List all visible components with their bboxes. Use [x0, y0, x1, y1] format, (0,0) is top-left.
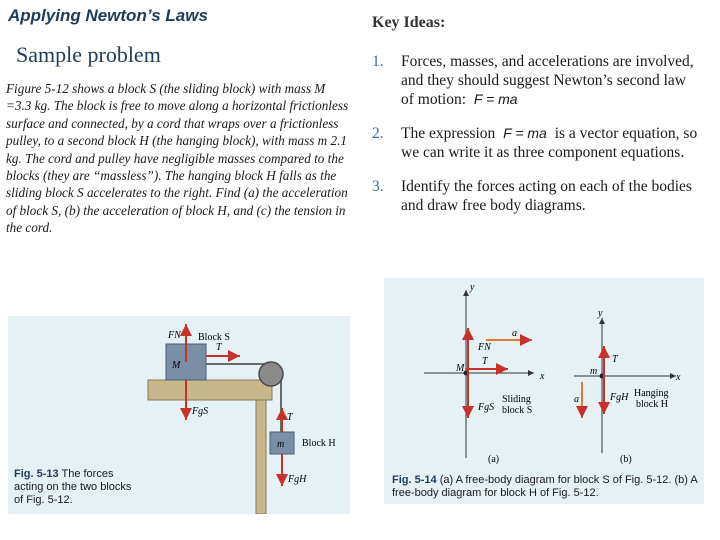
part-b-label: (b) [620, 454, 632, 465]
formula: F = ma [473, 91, 518, 107]
sample-paragraph: Figure 5-12 shows a block S (the sliding block) with mass M =3.3 kg. The block is free to move along a horizontal frictionless surface and connected, by a cord that wraps over a frictionless pulley, to a second block H (the hanging block), with mass m 2.1 kg. The cord and pulley have negligible masses compared to the blocks (they are “massless”). The hanging block H falls as the sliding block S accelerates to the right. Find (a) the acceleration of block S, (b) the acceleration of block H, and (c) the tension in the cord. [6, 81, 349, 236]
label-m: m [277, 439, 285, 450]
idea-3 [372, 177, 702, 215]
label-block-h: Block H [302, 438, 336, 449]
caption-label: Fig. 5-13 [14, 468, 59, 480]
pulley [259, 362, 283, 386]
idea-text-before: The expression [401, 125, 496, 142]
label-fgh-b: FgH [610, 392, 629, 403]
formula: F = ma [503, 125, 547, 141]
label-fgs-a: FgS [478, 402, 495, 413]
idea-2 [372, 124, 702, 162]
table-leg [256, 400, 266, 514]
label-sliding: Sliding [502, 394, 531, 405]
label-M: M [172, 360, 181, 371]
idea-number: 2. [372, 125, 384, 142]
caption-label: Fig. 5-14 [392, 474, 437, 486]
label-y-a: y [470, 282, 475, 293]
label-t-b: T [612, 354, 618, 365]
label-y-b: y [598, 308, 603, 319]
key-ideas-heading: Key Ideas: [372, 14, 446, 31]
figure-5-14-caption [392, 474, 698, 500]
slide-title: Applying Newton’s Laws [8, 6, 208, 25]
figure-5-13 [8, 316, 350, 514]
label-fgs: FgS [192, 406, 209, 417]
label-a-b: a [574, 394, 579, 405]
sample-heading: Sample problem [16, 42, 161, 67]
label-block-h: block H [636, 399, 668, 410]
label-a-a: a [512, 328, 517, 339]
figure-5-14-diagram [384, 278, 704, 504]
label-fgh: FgH [288, 474, 307, 485]
label-fn-a: FN [478, 342, 491, 353]
label-t-a: T [482, 356, 488, 367]
label-x-b: x [676, 372, 681, 383]
caption-text: (a) A free-body diagram for block S of Fig. 5-12. (b) A free-body diagram for block H of Fig. 5-12. [392, 474, 698, 499]
figure-5-13-caption [14, 468, 142, 507]
label-t2: T [287, 412, 293, 423]
label-t1: T [216, 342, 222, 353]
caption-text: The forces acting on the two blocks of Fig. 5-12. [14, 468, 132, 506]
idea-number: 1. [372, 53, 384, 70]
figure-5-14 [384, 278, 704, 504]
part-a-label: (a) [488, 454, 500, 465]
label-block-s: block S [502, 405, 533, 416]
idea-text-after: is a vector equation, so we can write it as three component equations. [401, 125, 698, 161]
key-ideas-list [372, 52, 702, 230]
label-block-s: Block S [198, 332, 230, 343]
idea-1 [372, 52, 702, 109]
table-top [148, 380, 272, 400]
label-M: M [456, 363, 465, 374]
label-hanging: Hanging [634, 388, 669, 399]
idea-text: Forces, masses, and accelerations are involved, and they should suggest Newton’s second law of motion: [401, 53, 694, 108]
label-m: m [590, 366, 598, 377]
idea-number: 3. [372, 178, 384, 195]
idea-text: Identify the forces acting on each of the bodies and draw free body diagrams. [401, 178, 692, 214]
label-fn: FN [168, 330, 181, 341]
label-x-a: x [540, 371, 545, 382]
